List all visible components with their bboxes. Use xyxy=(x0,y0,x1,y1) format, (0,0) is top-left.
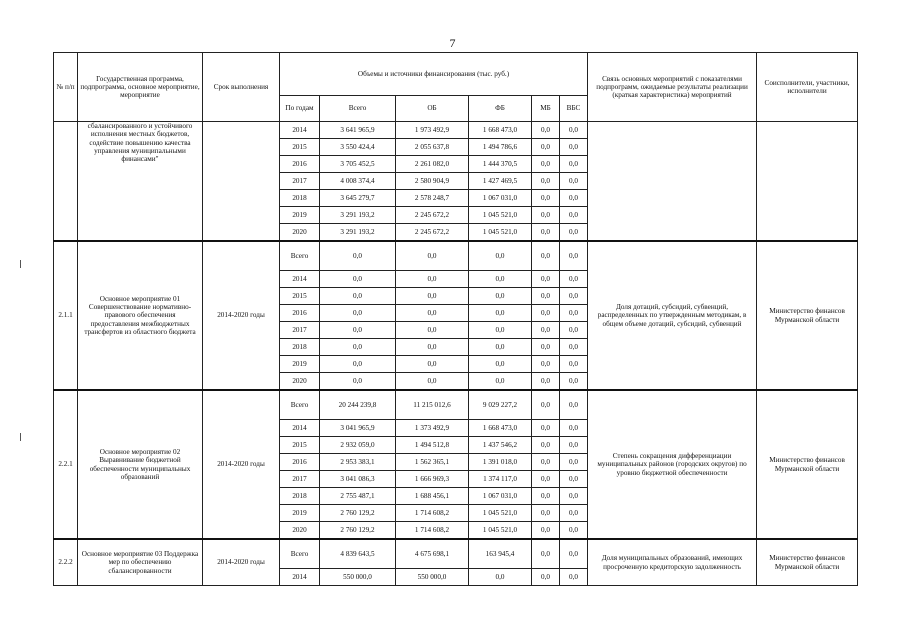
cell-mb: 0,0 xyxy=(532,322,560,339)
scan-dot: . xyxy=(819,385,821,393)
page-number: 7 xyxy=(449,36,456,50)
cell-mb: 0,0 xyxy=(532,390,560,420)
activity-term: 2014-2020 годы xyxy=(203,241,280,390)
cell-year: 2019 xyxy=(280,356,320,373)
cell-total: 3 291 193,2 xyxy=(320,224,396,242)
cell-vbs: 0,0 xyxy=(560,390,588,420)
cell-mb: 0,0 xyxy=(532,224,560,242)
cell-mb: 0,0 xyxy=(532,190,560,207)
cell-vbs: 0,0 xyxy=(560,305,588,322)
cell-year: 2020 xyxy=(280,373,320,391)
cell-vbs: 0,0 xyxy=(560,471,588,488)
cell-year: 2017 xyxy=(280,322,320,339)
cell-total: 3 041 965,9 xyxy=(320,420,396,437)
cell-vbs: 0,0 xyxy=(560,322,588,339)
cell-total: 0,0 xyxy=(320,339,396,356)
cell-ob: 2 580 904,9 xyxy=(396,173,469,190)
cell-fb: 1 067 031,0 xyxy=(469,488,532,505)
cell-year: 2016 xyxy=(280,454,320,471)
cell-year: 2014 xyxy=(280,122,320,139)
cell-mb: 0,0 xyxy=(532,522,560,540)
cell-ob: 550 000,0 xyxy=(396,569,469,586)
cell-total: 20 244 239,8 xyxy=(320,390,396,420)
cell-total: 0,0 xyxy=(320,322,396,339)
executor: Министерство финансов Мурманской области xyxy=(757,390,858,539)
cell-mb: 0,0 xyxy=(532,271,560,288)
header-term: Срок выполнения xyxy=(203,53,280,122)
header-link: Связь основных мероприятий с показателями подпрограмм, ожидаемые результаты реализации (краткая характеристика) мероприятий xyxy=(588,53,757,122)
table-row xyxy=(54,241,858,271)
cell-ob: 2 245 672,2 xyxy=(396,224,469,242)
indicator-link xyxy=(588,122,757,242)
cell-total: 3 291 193,2 xyxy=(320,207,396,224)
cell-total: 0,0 xyxy=(320,271,396,288)
cell-ob: 0,0 xyxy=(396,339,469,356)
cell-total: 3 041 086,3 xyxy=(320,471,396,488)
cell-vbs: 0,0 xyxy=(560,173,588,190)
cell-ob: 2 055 637,8 xyxy=(396,139,469,156)
cell-year: 2018 xyxy=(280,190,320,207)
cell-fb: 0,0 xyxy=(469,288,532,305)
cell-ob: 1 714 608,2 xyxy=(396,522,469,540)
cell-fb: 0,0 xyxy=(469,322,532,339)
header-fb: ФБ xyxy=(469,96,532,122)
funding-table xyxy=(53,52,858,586)
cell-fb: 163 945,4 xyxy=(469,539,532,569)
header-program: Государственная программа, подпрограмма, основное мероприятие, мероприятие xyxy=(78,53,203,122)
table-row xyxy=(54,390,858,420)
cell-total: 2 932 059,0 xyxy=(320,437,396,454)
cell-year: 2019 xyxy=(280,207,320,224)
cell-vbs: 0,0 xyxy=(560,569,588,586)
cell-ob: 4 675 698,1 xyxy=(396,539,469,569)
cell-ob: 0,0 xyxy=(396,241,469,271)
cell-total: 0,0 xyxy=(320,241,396,271)
row-number: 2.1.1 xyxy=(54,241,78,390)
table-row xyxy=(54,539,858,569)
header-executors: Соисполнители, участники, исполнители xyxy=(757,53,858,122)
cell-mb: 0,0 xyxy=(532,569,560,586)
cell-fb: 1 374 117,0 xyxy=(469,471,532,488)
cell-ob: 1 688 456,1 xyxy=(396,488,469,505)
table-header xyxy=(54,53,858,122)
cell-vbs: 0,0 xyxy=(560,420,588,437)
cell-vbs: 0,0 xyxy=(560,241,588,271)
cell-ob: 11 215 012,6 xyxy=(396,390,469,420)
cell-ob: 0,0 xyxy=(396,322,469,339)
cell-vbs: 0,0 xyxy=(560,190,588,207)
table-row xyxy=(54,122,858,139)
cell-year: 2017 xyxy=(280,471,320,488)
cell-year: 2014 xyxy=(280,420,320,437)
cell-ob: 2 245 672,2 xyxy=(396,207,469,224)
cell-fb: 1 494 786,6 xyxy=(469,139,532,156)
cell-year: 2015 xyxy=(280,139,320,156)
cell-total: 3 641 965,9 xyxy=(320,122,396,139)
executor: Министерство финансов Мурманской области xyxy=(757,241,858,390)
cell-mb: 0,0 xyxy=(532,420,560,437)
cell-vbs: 0,0 xyxy=(560,207,588,224)
scan-mark xyxy=(20,260,21,268)
cell-mb: 0,0 xyxy=(532,356,560,373)
cell-mb: 0,0 xyxy=(532,156,560,173)
activity-name: Основное мероприятие 01 Совершенствование нормативно-правового обеспечения предоставления межбюджетных трансфертов из областного бюджета xyxy=(78,241,203,390)
cell-total: 0,0 xyxy=(320,288,396,305)
cell-vbs: 0,0 xyxy=(560,539,588,569)
cell-year: Всего xyxy=(280,241,320,271)
cell-fb: 1 045 521,0 xyxy=(469,505,532,522)
cell-year: 2014 xyxy=(280,271,320,288)
cell-mb: 0,0 xyxy=(532,437,560,454)
cell-total: 4 008 374,4 xyxy=(320,173,396,190)
cell-ob: 1 562 365,1 xyxy=(396,454,469,471)
cell-mb: 0,0 xyxy=(532,373,560,391)
indicator-link: Степень сокращения дифференциации муниципальных районов (городских округов) по уровню бюджетной обеспеченности xyxy=(588,390,757,539)
cell-year: 2020 xyxy=(280,224,320,242)
cell-total: 3 645 279,7 xyxy=(320,190,396,207)
cell-vbs: 0,0 xyxy=(560,288,588,305)
cell-mb: 0,0 xyxy=(532,139,560,156)
cell-total: 0,0 xyxy=(320,305,396,322)
cell-fb: 1 045 521,0 xyxy=(469,522,532,540)
cell-year: Всего xyxy=(280,539,320,569)
cell-total: 2 760 129,2 xyxy=(320,505,396,522)
cell-fb: 0,0 xyxy=(469,356,532,373)
cell-year: 2019 xyxy=(280,505,320,522)
cell-fb: 0,0 xyxy=(469,305,532,322)
cell-mb: 0,0 xyxy=(532,207,560,224)
cell-fb: 0,0 xyxy=(469,373,532,391)
cell-ob: 0,0 xyxy=(396,271,469,288)
cell-year: 2015 xyxy=(280,288,320,305)
cell-ob: 0,0 xyxy=(396,288,469,305)
cell-fb: 1 045 521,0 xyxy=(469,207,532,224)
cell-vbs: 0,0 xyxy=(560,271,588,288)
cell-fb: 1 427 469,5 xyxy=(469,173,532,190)
activity-term xyxy=(203,122,280,242)
cell-fb: 1 668 473,0 xyxy=(469,420,532,437)
cell-total: 550 000,0 xyxy=(320,569,396,586)
cell-vbs: 0,0 xyxy=(560,373,588,391)
cell-total: 2 953 383,1 xyxy=(320,454,396,471)
cell-total: 3 705 452,5 xyxy=(320,156,396,173)
header-num: № п/п xyxy=(54,53,78,122)
cell-ob: 0,0 xyxy=(396,305,469,322)
cell-vbs: 0,0 xyxy=(560,339,588,356)
executor xyxy=(757,122,858,242)
header-ob: ОБ xyxy=(396,96,469,122)
activity-term: 2014-2020 годы xyxy=(203,390,280,539)
indicator-link: Доля муниципальных образований, имеющих просроченную кредиторскую задолженность xyxy=(588,539,757,586)
cell-fb: 1 045 521,0 xyxy=(469,224,532,242)
cell-mb: 0,0 xyxy=(532,505,560,522)
cell-vbs: 0,0 xyxy=(560,122,588,139)
cell-fb: 0,0 xyxy=(469,569,532,586)
cell-year: 2018 xyxy=(280,339,320,356)
cell-mb: 0,0 xyxy=(532,288,560,305)
cell-total: 0,0 xyxy=(320,373,396,391)
cell-fb: 0,0 xyxy=(469,339,532,356)
row-number: 2.2.1 xyxy=(54,390,78,539)
cell-mb: 0,0 xyxy=(532,339,560,356)
table-body xyxy=(54,122,858,586)
cell-fb: 0,0 xyxy=(469,271,532,288)
executor: Министерство финансов Мурманской области xyxy=(757,539,858,586)
cell-year: 2020 xyxy=(280,522,320,540)
activity-term: 2014-2020 годы xyxy=(203,539,280,586)
cell-ob: 2 261 082,0 xyxy=(396,156,469,173)
row-number: 2.2.2 xyxy=(54,539,78,586)
cell-mb: 0,0 xyxy=(532,488,560,505)
cell-mb: 0,0 xyxy=(532,471,560,488)
cell-year: 2016 xyxy=(280,305,320,322)
cell-fb: 1 668 473,0 xyxy=(469,122,532,139)
header-total: Всего xyxy=(320,96,396,122)
cell-vbs: 0,0 xyxy=(560,139,588,156)
cell-fb: 1 437 546,2 xyxy=(469,437,532,454)
cell-ob: 0,0 xyxy=(396,373,469,391)
cell-vbs: 0,0 xyxy=(560,224,588,242)
header-by-year: По годам xyxy=(280,96,320,122)
cell-year: 2018 xyxy=(280,488,320,505)
header-mb: МБ xyxy=(532,96,560,122)
cell-ob: 0,0 xyxy=(396,356,469,373)
activity-name: сбалансированного и устойчивого исполнения местных бюджетов, содействие повышению качества управления муниципальными финансами" xyxy=(78,122,203,242)
cell-ob: 1 666 969,3 xyxy=(396,471,469,488)
cell-total: 0,0 xyxy=(320,356,396,373)
cell-mb: 0,0 xyxy=(532,305,560,322)
cell-mb: 0,0 xyxy=(532,454,560,471)
cell-fb: 1 444 370,5 xyxy=(469,156,532,173)
cell-fb: 1 391 018,0 xyxy=(469,454,532,471)
cell-total: 2 755 487,1 xyxy=(320,488,396,505)
cell-mb: 0,0 xyxy=(532,122,560,139)
cell-total: 3 550 424,4 xyxy=(320,139,396,156)
scan-mark xyxy=(20,433,21,441)
cell-year: 2017 xyxy=(280,173,320,190)
header-vbs: ВБС xyxy=(560,96,588,122)
cell-vbs: 0,0 xyxy=(560,522,588,540)
cell-mb: 0,0 xyxy=(532,173,560,190)
header-funding: Объемы и источники финансирования (тыс. руб.) xyxy=(280,53,588,96)
cell-total: 2 760 129,2 xyxy=(320,522,396,540)
cell-fb: 9 029 227,2 xyxy=(469,390,532,420)
activity-name: Основное мероприятие 02 Выравнивание бюджетной обеспеченности муниципальных образований xyxy=(78,390,203,539)
cell-fb: 1 067 031,0 xyxy=(469,190,532,207)
cell-ob: 2 578 248,7 xyxy=(396,190,469,207)
cell-vbs: 0,0 xyxy=(560,156,588,173)
cell-vbs: 0,0 xyxy=(560,454,588,471)
row-number xyxy=(54,122,78,242)
cell-total: 4 839 643,5 xyxy=(320,539,396,569)
cell-mb: 0,0 xyxy=(532,241,560,271)
activity-name: Основное мероприятие 03 Поддержка мер по обеспечению сбалансированности xyxy=(78,539,203,586)
cell-mb: 0,0 xyxy=(532,539,560,569)
cell-vbs: 0,0 xyxy=(560,356,588,373)
cell-fb: 0,0 xyxy=(469,241,532,271)
indicator-link: Доля дотаций, субсидий, субвенций, распределенных по утвержденным методикам, в общем объеме дотаций, субсидий, субвенций xyxy=(588,241,757,390)
cell-ob: 1 973 492,9 xyxy=(396,122,469,139)
cell-ob: 1 714 608,2 xyxy=(396,505,469,522)
cell-ob: 1 373 492,9 xyxy=(396,420,469,437)
cell-vbs: 0,0 xyxy=(560,505,588,522)
cell-year: Всего xyxy=(280,390,320,420)
cell-year: 2014 xyxy=(280,569,320,586)
cell-year: 2015 xyxy=(280,437,320,454)
cell-year: 2016 xyxy=(280,156,320,173)
cell-vbs: 0,0 xyxy=(560,437,588,454)
cell-vbs: 0,0 xyxy=(560,488,588,505)
cell-ob: 1 494 512,8 xyxy=(396,437,469,454)
